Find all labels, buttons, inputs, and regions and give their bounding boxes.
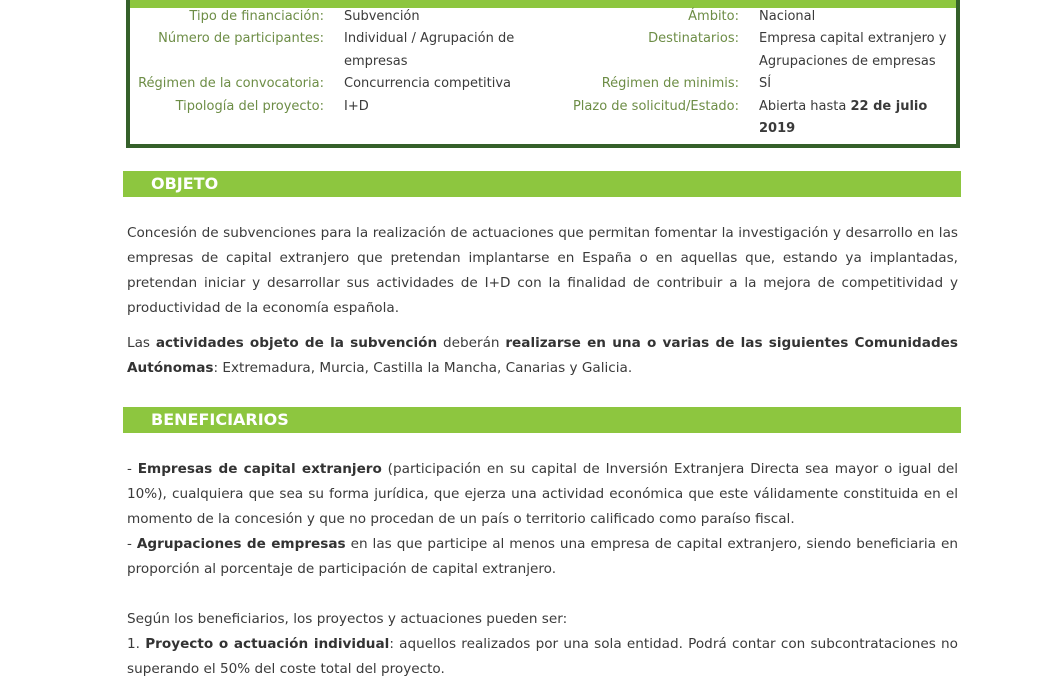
value-numero-participantes-line1: Individual / Agrupación de bbox=[344, 31, 515, 46]
section-heading-beneficiarios: BENEFICIARIOS bbox=[123, 407, 961, 433]
label-numero-participantes: Número de participantes: bbox=[158, 31, 324, 46]
label-ambito: Ámbito: bbox=[688, 9, 739, 24]
label-regimen-minimis: Régimen de minimis: bbox=[601, 76, 739, 91]
bold-run: realizarse en una o varias de las siguientes Comunidades Autónomas bbox=[127, 335, 958, 376]
beneficiarios-item-1 bbox=[127, 457, 958, 532]
value-regimen-minimis: SÍ bbox=[759, 76, 772, 91]
text-run: - bbox=[127, 461, 138, 477]
text-run: (participación en su capital de Inversión Extranjera Directa sea mayor o igual del 10%), cualquiera que sea su forma jurídica, que ejerza una actividad económica que este válidamente constituida en el momento de la concesión y que no procedan de un país o territorio calificado como paraíso fiscal. bbox=[127, 461, 958, 527]
plazo-prefix: Abierta hasta bbox=[759, 99, 851, 114]
value-destinatarios-line1: Empresa capital extranjero y bbox=[759, 31, 947, 46]
text-run: : Extremadura, Murcia, Castilla la Mancha, Canarias y Galicia. bbox=[213, 360, 633, 376]
bold-run: actividades objeto de la subvención bbox=[155, 335, 438, 351]
text-run: Las bbox=[127, 335, 156, 351]
text-run: en las que participe al menos una empresa de capital extranjero, siendo beneficiaria en proporción al porcentaje de participación de capital extranjero. bbox=[127, 536, 958, 577]
label-destinatarios: Destinatarios: bbox=[648, 31, 739, 46]
value-numero-participantes-line2: empresas bbox=[344, 54, 408, 69]
value-tipo-financiacion: Subvención bbox=[344, 9, 420, 24]
value-plazo-solicitud-line1 bbox=[759, 96, 927, 118]
bold-run: Agrupaciones de empresas bbox=[136, 536, 346, 552]
beneficiarios-intro: Según los beneficiarios, los proyectos y actuaciones pueden ser: bbox=[127, 611, 568, 627]
value-tipologia-proyecto: I+D bbox=[344, 99, 369, 114]
bold-run: Empresas de capital extranjero bbox=[137, 461, 382, 477]
text-run: : aquellos realizados por una sola entidad. Podrá contar con subcontrataciones no superando el 50% del coste total del proyecto. bbox=[127, 636, 958, 677]
objeto-paragraph-1: Concesión de subvenciones para la realización de actuaciones que permitan fomentar la investigación y desarrollo en las empresas de capital extranjero que pretendan implantarse en España o en aquellas que, estando ya implantadas, pretendan iniciar y desarrollar sus actividades de I+D con la finalidad de contribuir a la mejora de competitividad y productividad de la economía española. bbox=[127, 225, 958, 316]
value-plazo-solicitud-line2: 2019 bbox=[759, 121, 796, 136]
plazo-date: 22 de julio bbox=[850, 99, 928, 114]
label-regimen-convocatoria: Régimen de la convocatoria: bbox=[138, 76, 324, 91]
beneficiarios-item-2 bbox=[127, 532, 958, 582]
text-run: deberán bbox=[437, 335, 506, 351]
label-plazo-solicitud: Plazo de solicitud/Estado: bbox=[572, 99, 739, 114]
section-heading-objeto: OBJETO bbox=[123, 171, 961, 197]
bold-run: Proyecto o actuación individual bbox=[145, 636, 390, 652]
label-tipologia-proyecto: Tipología del proyecto: bbox=[175, 99, 324, 114]
text-run: 1. bbox=[127, 636, 146, 652]
text-run: - bbox=[127, 536, 137, 552]
objeto-paragraph-2 bbox=[127, 331, 958, 381]
value-ambito: Nacional bbox=[759, 9, 816, 24]
value-destinatarios-line2: Agrupaciones de empresas bbox=[759, 54, 936, 69]
label-tipo-financiacion: Tipo de financiación: bbox=[189, 9, 324, 24]
value-regimen-convocatoria: Concurrencia competitiva bbox=[344, 76, 512, 91]
